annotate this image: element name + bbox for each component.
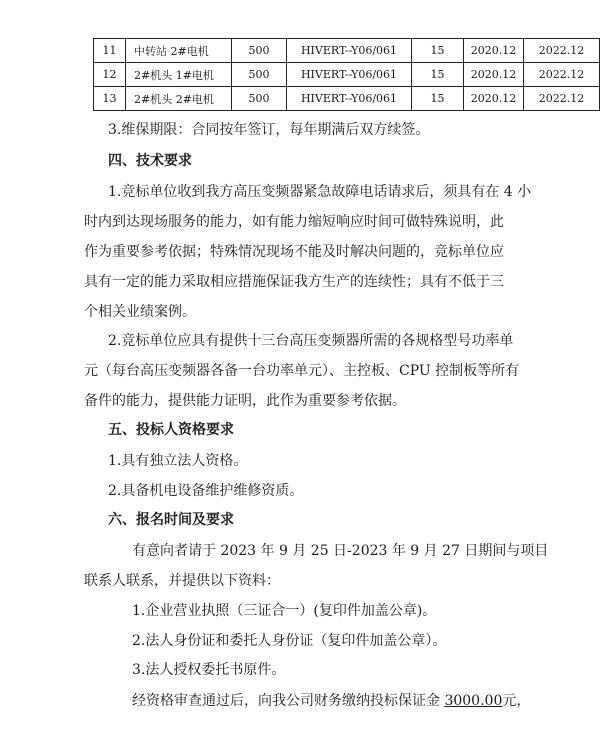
quantity-cell: 15 — [412, 39, 464, 63]
section-6-title: 六、报名时间及要求 — [108, 512, 234, 528]
power-cell: 500 — [232, 39, 287, 63]
deposit-line — [132, 692, 530, 710]
model-cell: HIVERT--Y06/061 — [287, 63, 412, 87]
section-4-item-1-line: 个相关业绩案例。 — [84, 304, 196, 320]
row-number-cell: 13 — [94, 87, 126, 111]
equipment-table — [93, 38, 600, 111]
section-4-item-1-line: 作为重要参考依据；特殊情况现场不能及时解决问题的，竞标单位应 — [84, 244, 504, 260]
end-date-cell: 2022.12 — [524, 87, 600, 111]
equipment-name-cell: 2#机头 1#电机 — [126, 63, 232, 87]
quantity-cell: 15 — [412, 63, 464, 87]
row-number-cell: 12 — [94, 63, 126, 87]
section-6-item: 1.企业营业执照（三证合一）(复印件加盖公章)。 — [132, 603, 437, 619]
section-4-item-1-line: 具有一定的能力采取相应措施保证我方生产的连续性；具有不低于三 — [84, 274, 504, 290]
section-6-intro-line: 有意向者请于 2023 年 9 月 25 日-2023 年 9 月 27 日期间与项目 — [132, 543, 549, 559]
quantity-cell: 15 — [412, 87, 464, 111]
section-4-item-1-line: 1.竞标单位收到我方高压变频器紧急故障电话请求后，须具有在 4 小 — [108, 184, 532, 200]
end-date-cell: 2022.12 — [524, 39, 600, 63]
power-cell: 500 — [232, 63, 287, 87]
deposit-prefix: 经资格审查通过后，向我公司财务缴纳投标保证金 — [132, 693, 445, 709]
end-date-cell: 2022.12 — [524, 63, 600, 87]
model-cell: HIVERT--Y06/061 — [287, 39, 412, 63]
deposit-amount: 3000.00 — [444, 693, 503, 709]
section-6-item: 3.法人授权委托书原件。 — [132, 662, 286, 678]
start-date-cell: 2020.12 — [464, 39, 524, 63]
power-cell: 500 — [232, 87, 287, 111]
section-4-item-2-line: 2.竞标单位应具有提供十三台高压变频器所需的各规格型号功率单 — [108, 333, 514, 349]
section-6-item: 2.法人身份证和委托人身份证（复印件加盖公章）。 — [132, 633, 447, 649]
section-4-title: 四、技术要求 — [108, 153, 192, 169]
section-5-title: 五、投标人资格要求 — [108, 422, 234, 438]
table-row — [94, 39, 600, 63]
row-number-cell: 11 — [94, 39, 126, 63]
maintenance-period: 3.维保期限：合同按年签订，每年期满后双方续签。 — [108, 122, 430, 138]
equipment-name-cell: 中转站 2#电机 — [126, 39, 232, 63]
section-4-item-1-line: 时内到达现场服务的能力，如有能力缩短响应时间可做特殊说明，此 — [84, 214, 504, 230]
deposit-suffix: 元， — [502, 693, 531, 709]
start-date-cell: 2020.12 — [464, 87, 524, 111]
section-6-intro-line: 联系人联系，并提供以下资料： — [84, 573, 280, 589]
table-row — [94, 87, 600, 111]
equipment-name-cell: 2#机头 2#电机 — [126, 87, 232, 111]
section-4-item-2-line: 元（每台高压变频器各备一台功率单元）、主控板、CPU 控制板等所有 — [84, 363, 520, 379]
section-5-item: 2.具备机电设备维护维修资质。 — [108, 483, 304, 499]
section-4-item-2-line: 备件的能力，提供能力证明，此作为重要参考依据。 — [84, 393, 406, 409]
model-cell: HIVERT--Y06/061 — [287, 87, 412, 111]
table-row — [94, 63, 600, 87]
section-5-item: 1.具有独立法人资格。 — [108, 453, 248, 469]
start-date-cell: 2020.12 — [464, 63, 524, 87]
